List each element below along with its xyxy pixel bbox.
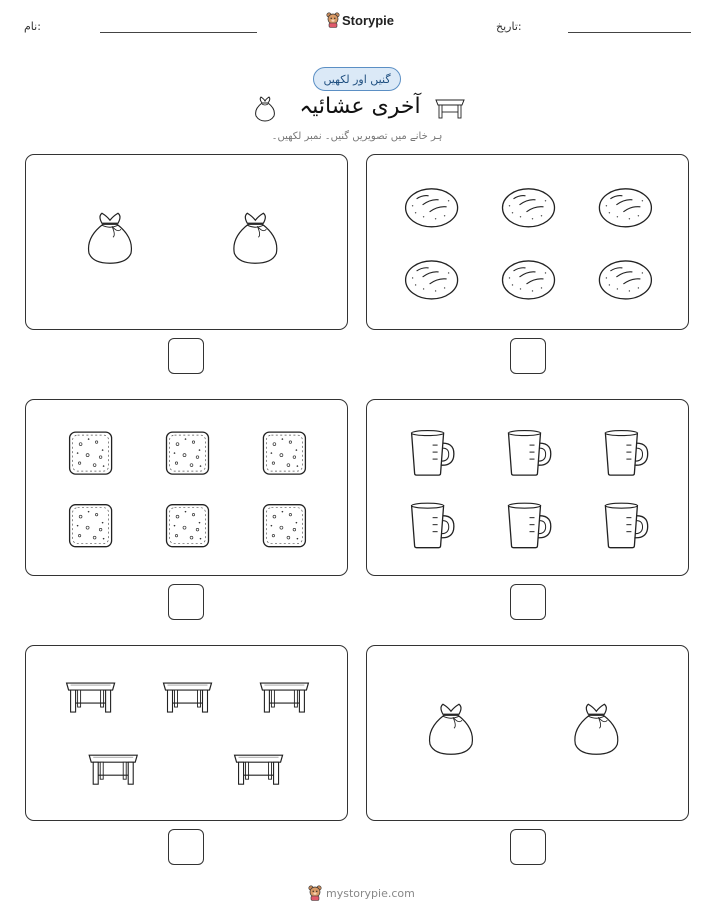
count-panel: [25, 645, 348, 821]
answer-box[interactable]: [510, 338, 546, 374]
count-panel: [366, 154, 689, 330]
mug-icon: [605, 503, 647, 548]
date-line[interactable]: [568, 32, 691, 33]
name-line[interactable]: [100, 32, 257, 33]
cake-icon: [70, 432, 112, 474]
count-panel: [366, 399, 689, 576]
bag-icon: [430, 704, 473, 754]
count-panel: [366, 645, 689, 821]
page-title: آخری عشائیہ: [299, 94, 421, 119]
count-items: [367, 155, 690, 331]
mug-icon: [412, 431, 454, 476]
table-icon: [89, 755, 137, 784]
table-icon: [235, 755, 283, 784]
count-panel: [25, 399, 348, 576]
activity-badge: گنیں اور لکھیں: [313, 67, 401, 91]
answer-box[interactable]: [168, 584, 204, 620]
name-label: نام:: [24, 20, 41, 33]
answer-box[interactable]: [168, 829, 204, 865]
bread-icon: [503, 261, 555, 299]
bag-icon: [234, 213, 277, 263]
count-items: [26, 155, 349, 331]
table-icon: [67, 683, 115, 712]
count-items: [26, 400, 349, 577]
mug-icon: [509, 431, 551, 476]
bag-icon: [89, 213, 132, 263]
title-row: [250, 92, 470, 126]
count-items: [367, 646, 690, 822]
cake-icon: [167, 432, 209, 474]
table-icon: [434, 96, 466, 120]
bear-icon: [326, 12, 340, 28]
bread-icon: [599, 189, 651, 227]
cake-icon: [70, 505, 112, 547]
date-label: تاریخ:: [496, 20, 522, 33]
table-icon: [260, 683, 308, 712]
count-items: [367, 400, 690, 577]
bread-icon: [599, 261, 651, 299]
brand-logo: [326, 12, 394, 28]
answer-box[interactable]: [510, 584, 546, 620]
cake-icon: [263, 432, 305, 474]
answer-box[interactable]: [168, 338, 204, 374]
bread-icon: [406, 261, 458, 299]
footer: [308, 885, 415, 901]
mug-icon: [412, 503, 454, 548]
brand-name: Storypie: [342, 12, 395, 28]
mug-icon: [605, 431, 647, 476]
count-panel: [25, 154, 348, 330]
bag-icon: [575, 704, 618, 754]
bread-icon: [406, 189, 458, 227]
bear-icon: [308, 885, 322, 901]
count-items: [26, 646, 349, 822]
table-icon: [164, 683, 212, 712]
answer-box[interactable]: [510, 829, 546, 865]
footer-url: mystorypie.com: [326, 886, 415, 900]
bag-icon: [250, 94, 280, 124]
cake-icon: [263, 505, 305, 547]
mug-icon: [509, 503, 551, 548]
bread-icon: [503, 189, 555, 227]
cake-icon: [167, 505, 209, 547]
instructions-text: ہر خانے میں تصویریں گنیں۔ نمبر لکھیں۔: [271, 131, 443, 142]
